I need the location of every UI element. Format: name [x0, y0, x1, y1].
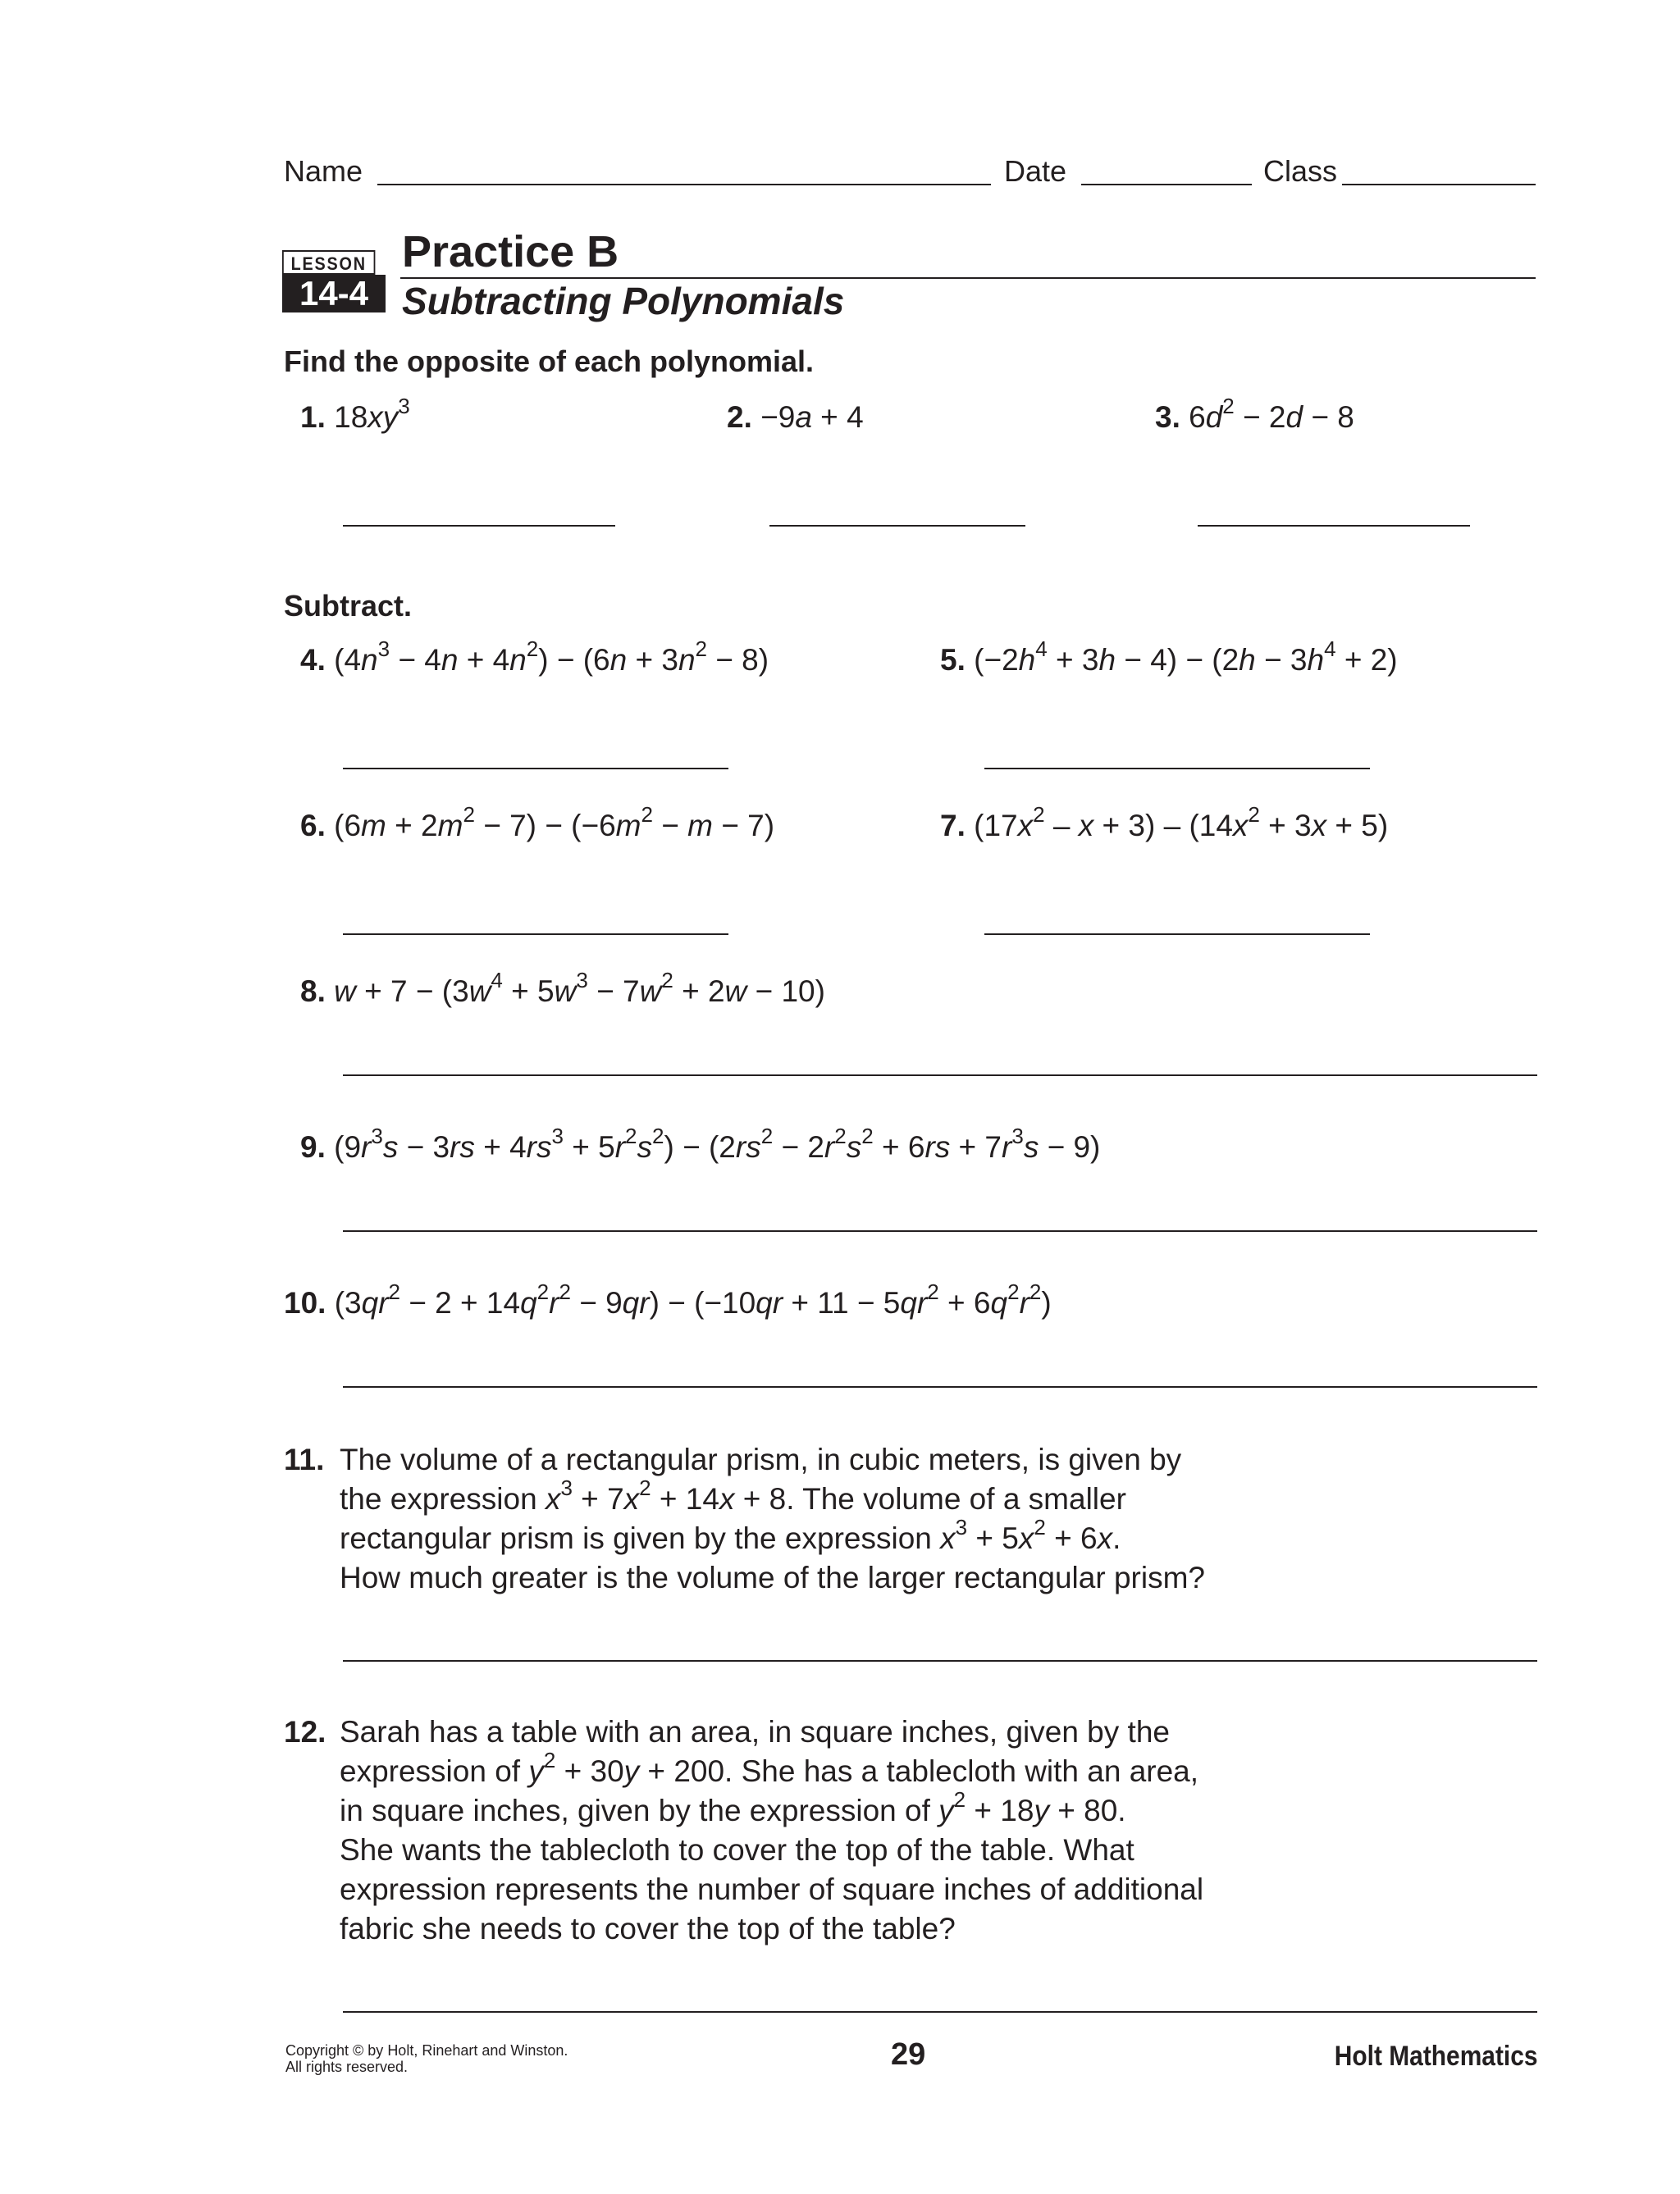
problem-number: 9. [300, 1130, 326, 1164]
lesson-tag: LESSON [282, 250, 375, 275]
publisher-brand: Holt Mathematics [1334, 2041, 1537, 2072]
problem-number: 6. [300, 809, 326, 842]
answer-line-4[interactable] [343, 768, 728, 769]
problem-10 [284, 1279, 1052, 1321]
rights-line: All rights reserved. [285, 2059, 409, 2075]
problem-expression: $6d^2 - 2d - 8$ [1189, 393, 1354, 434]
problem-number: 4. [300, 643, 326, 677]
date-field[interactable] [1081, 184, 1252, 185]
problem-expression: $(17x^2 - x + 3) - (14x^2 + 3x + 5)$ [974, 801, 1389, 842]
problem-number: 3. [1155, 400, 1180, 434]
problem-text: The volume of a rectangular prism, in cubic meters, is given by the expression $x^3 + 7x^2 + 14x + 8$. The volume of a smaller rectangular prism is given by the expression $x^3 + 5x^2 + 6x$. How much greater is the volume of the larger rectangular prism? [340, 1443, 1205, 1594]
answer-line-2[interactable] [769, 525, 1025, 527]
answer-line-10[interactable] [343, 1386, 1537, 1388]
problem-expression: $w + 7 - (3w^4 + 5w^3 - 7w^2 + 2w - 10)$ [334, 967, 825, 1008]
problem-5 [940, 636, 1398, 677]
answer-line-11[interactable] [343, 1660, 1537, 1662]
problem-6 [300, 801, 775, 843]
problem-text: Sarah has a table with an area, in square inches, given by the expression of $y^2 + 30y + 200$. She has a tablecloth with an area, in square inches, given by the expression of $y^2 + 18y + 80$. She wants the tablecloth to cover the top of the table. What expression represents the number of square inches of additional fabric she needs to cover the top of the table? [340, 1715, 1204, 1945]
problem-number: 1. [300, 400, 326, 434]
lesson-number: 14-4 [282, 275, 386, 312]
problem-4 [300, 636, 769, 677]
page-title: Practice B [402, 227, 619, 276]
name-field[interactable] [377, 184, 991, 185]
answer-line-7[interactable] [984, 933, 1370, 935]
lesson-badge [282, 250, 386, 312]
problem-number: 12. [284, 1715, 326, 1749]
problem-number: 5. [940, 643, 966, 677]
problem-7 [940, 801, 1389, 843]
subtract-instruction: Subtract. [284, 589, 413, 623]
problem-9 [300, 1123, 1101, 1165]
name-label: Name [284, 154, 363, 188]
copyright-line: Copyright © by Holt, Rinehart and Winston. [285, 2042, 568, 2059]
page-subtitle: Subtracting Polynomials [402, 280, 845, 322]
problem-expression: $(3qr^2 - 2 + 14q^2r^2 - 9qr) - (-10qr + 11 - 5qr^2 + 6q^2r^2)$ [334, 1279, 1052, 1320]
copyright [285, 2042, 568, 2075]
problem-expression: $(-2h^4 + 3h - 4) - (2h - 3h^4 + 2)$ [974, 636, 1398, 677]
answer-line-12[interactable] [343, 2011, 1537, 2013]
opposite-instruction: Find the opposite of each polynomial. [284, 344, 815, 378]
problem-number: 2. [727, 400, 752, 434]
page-number: 29 [891, 2037, 926, 2072]
answer-line-1[interactable] [343, 525, 615, 527]
problem-number: 11. [284, 1443, 325, 1476]
problem-expression: $(9r^3s - 3rs + 4rs^3 + 5r^2s^2) - (2rs^2 - 2r^2s^2 + 6rs + 7r^3s - 9)$ [334, 1123, 1101, 1164]
problem-8 [300, 967, 825, 1009]
problem-1 [300, 393, 410, 435]
answer-line-6[interactable] [343, 933, 728, 935]
problem-3 [1155, 393, 1354, 435]
problem-number: 8. [300, 974, 326, 1008]
date-label: Date [1004, 154, 1067, 188]
problem-expression: −9a + 4 [760, 400, 864, 434]
problem-expression: $(4n^3 - 4n + 4n^2) - (6n + 3n^2 - 8)$ [334, 636, 769, 677]
class-field[interactable] [1342, 184, 1536, 185]
class-label: Class [1263, 154, 1338, 188]
answer-line-5[interactable] [984, 768, 1370, 769]
problem-2 [727, 400, 864, 435]
problem-expression: $18xy^3$ [334, 393, 410, 434]
answer-line-8[interactable] [343, 1074, 1537, 1076]
answer-line-3[interactable] [1198, 525, 1470, 527]
problem-number: 7. [940, 809, 966, 842]
problem-number: 10. [284, 1286, 326, 1320]
problem-expression: $(6m + 2m^2 - 7) - (-6m^2 - m - 7)$ [334, 801, 775, 842]
answer-line-9[interactable] [343, 1230, 1537, 1232]
